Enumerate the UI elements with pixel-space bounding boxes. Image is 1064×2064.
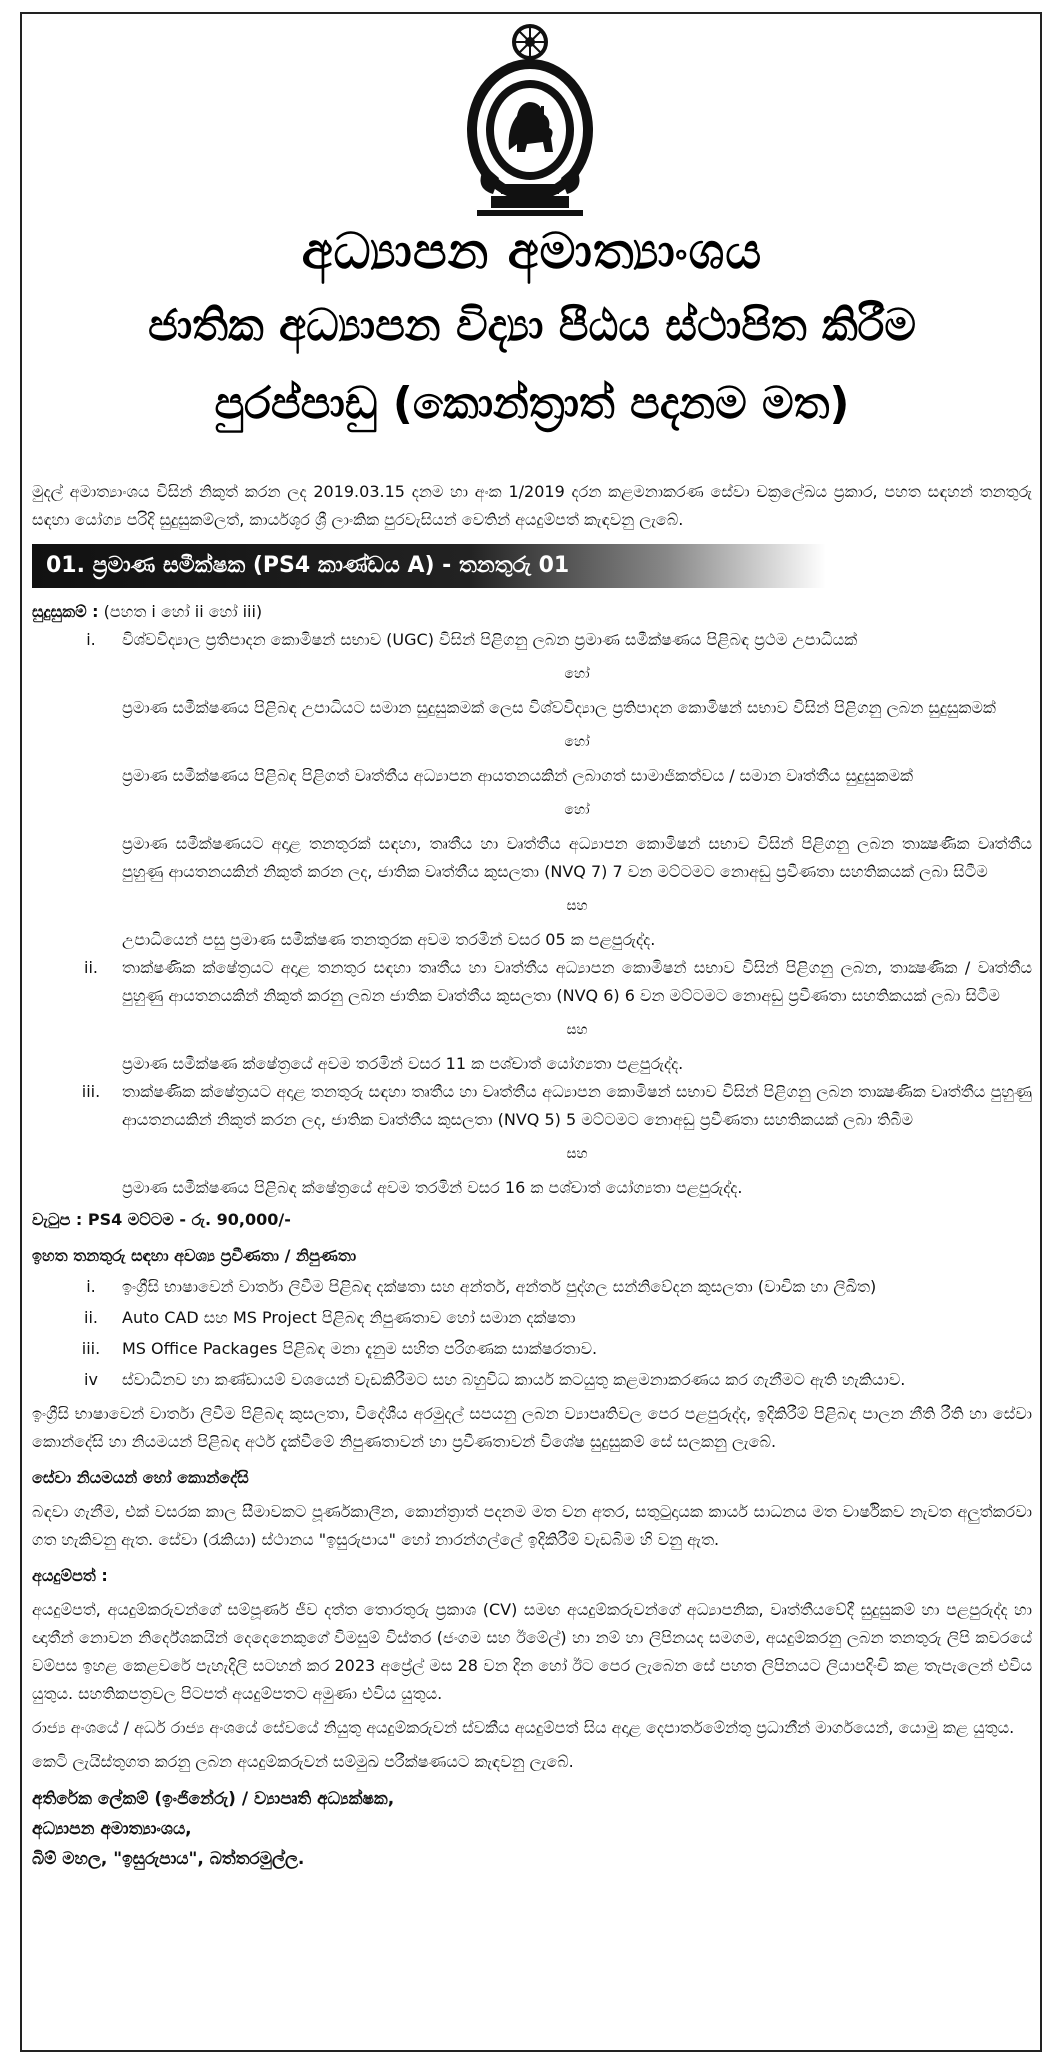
- qualification-text: ප්‍රමාණ සමීක්ෂණ ක්ෂේත්‍රයේ අවම තරමින් වසර 11 ක පශ්චාත් යෝග්‍යතා පළපුරුද්ද.: [122, 1054, 684, 1073]
- qualification-text: ප්‍රමාණ සමීක්ෂණය පිළිබඳ පිළිගත් වෘත්තීය අධ්‍යාපන ආයතනයකින් ලබාගත් සාමාජිකත්වය / සමාන වෘත්තීය සුදුසුකමක්: [122, 766, 913, 785]
- connector-word: සහ: [566, 1022, 588, 1038]
- qualification-text: තාක්ෂණික ක්ෂේත්‍රයට අදාළ තනතුර සඳහා තෘතීය හා වෘත්තීය අධ්‍යාපන කොමිෂන් සභාව විසින් පිළිගනු ලබන, තාක්‍ෂණික / වෘත්තීය පුහුණු ආයතනයකින් නිකුත් කරනු ලබන ජාතික වෘත්තීය කුසලතා (NVQ 6) 6 වන මට්ටමට නොඅඩු ප්‍රවීණතා සහතිකයක් ලබා සිටීම: [122, 958, 1032, 1005]
- qualifications-note: (පහත i හෝ ii හෝ iii): [103, 602, 263, 621]
- vacancy-title: පුරප්පාඩු (කොන්ත්‍රාත් පදනම මත): [214, 378, 850, 429]
- qualification-text: ප්‍රමාණ සමීක්ෂණයට අදාළ තනතුරක් සඳහා, තෘතීය හා වෘත්තීය අධ්‍යාපන කොමිෂන් සභාව විසින් පිළිගනු ලබන තාක්‍ෂණික වෘත්තීය පුහුණු ආයතනයකින් නිකුත් කරන ලද, ජාතික වෘත්තීය කුසලතා (NVQ 7) 7 වන මට්ටමට නොඅඩු ප්‍රවීණතා සහතිකයක් ලබා සිටීම: [122, 834, 1032, 881]
- special-qualifications-note: ඉංග්‍රීසි භාෂාවෙන් වාර්තා ලිවීම පිළිබඳ කුසලතා, විදේශීය අරමුදල් සපයනු ලබන ව්‍යාපෘතිවල පෙර පළපුරුද්ද, ඉදිකිරීම් පිළිබඳ පාලන නීති රීති හා සේවා කොන්දේසි හා නියමයන් පිළිබඳ අර්ථ දැක්වීමේ නිපුණතාවන් හා ප්‍රවීණතාවන් විශේෂ සුදුසුකම් සේ සලකනු ලැබේ.: [32, 1404, 1032, 1451]
- qualification-item: [32, 954, 1032, 1078]
- qualification-text: ප්‍රමාණ සමීක්ෂණය පිළිබඳ ක්ෂේත්‍රයේ අවම තරමින් වසර 16 ක පශ්චාත් යෝග්‍යතා පළපුරුද්ද.: [122, 1178, 743, 1197]
- skills-heading: ඉහත තනතුරු සඳහා අවශ්‍ය ප්‍රවීණතා / නිපුණතා: [32, 1246, 357, 1265]
- signatory-address: බිම් මහල, "ඉසුරුපාය", බත්තරමුල්ල.: [32, 1849, 305, 1869]
- skill-text: MS Office Packages පිළිබඳ මනා දැනුම සහිත පරිගණක සාක්ෂරතාව.: [122, 1339, 598, 1358]
- connector-word: සහ: [566, 1146, 588, 1162]
- skill-text: ස්වාධීනව හා කණ්ඩායම් වශයෙන් වැඩකිරීමට සහ බහුවිධ කාර්ය කටයුතු කළමනාකරණය කර ගැනීමට ඇති හැකියාව.: [122, 1370, 906, 1389]
- application-paragraph: අයදුම්පත්, අයදුම්කරුවන්ගේ සම්පූර්ණ ජීව දත්ත තොරතුරු ප්‍රකාශ (CV) සමඟ අයදුම්කරුවන්ගේ අධ්‍යාපනික, වෘත්තීයවේදී සුදුසුකම් හා පළපුරුද්ද හා ඥාතීන් නොවන නිර්දේශකයින් දෙදෙනෙකුගේ විමසුම් විස්තර (ජංගම සහ ඊමේල්) හා නම් හා ලිපිනයද සමගම, අයදුම්කරනු ලබන තනතුරු ලිපි කවරයේ වම්පස ඉහළ කෙළවරේ පැහැදිලි සටහන් කර 2023 අප්‍රේල් මස 28 වන දින හෝ ඊට පෙර ලැබෙන සේ පහත ලිපිනයට ලියාපදිංචි කළ තැපැලෙන් එවිය යුතුය. සහතිකපත්‍රවල පිටපත් අයදුම්පතට අමුණා එවිය යුතුය.: [32, 1600, 1032, 1703]
- skill-text: ඉංග්‍රීසි භාෂාවෙන් වාර්තා ලිවීම පිළිබඳ දක්ෂතා සහ අන්තර්, අන්තර් පුද්ගල සන්නිවේදන කුසලතා (වාචික හා ලිඛිත): [122, 1277, 877, 1296]
- qualification-text: විශ්වවිද්‍යාල ප්‍රතිපාදන කොමිෂන් සභාව (UGC) විසින් පිළිගනු ලබන ප්‍රමාණ සමීක්ෂණය පිළිබඳ ප්‍රථම උපාධියක්: [122, 630, 858, 649]
- shortlist-note: කෙටි ලැයිස්තුගත කරනු ලබන අයදුම්කරුවන් සම්මුඛ පරීක්ෂණයට කැඳවනු ලැබේ.: [32, 1752, 574, 1771]
- connector-word: හෝ: [564, 802, 590, 818]
- skill-item: [32, 1304, 1032, 1332]
- skill-item: [32, 1366, 1032, 1394]
- skill-text: Auto CAD සහ MS Project පිළිබඳ නිපුණතාව හෝ සමාන දක්ෂතා: [122, 1308, 576, 1327]
- skill-item: [32, 1335, 1032, 1363]
- qualification-item: [32, 1078, 1032, 1202]
- connector-word: හෝ: [564, 734, 590, 750]
- skill-numeral: ii.: [84, 1308, 98, 1327]
- terms-heading: සේවා නියමයන් හෝ කොන්දේසි: [32, 1468, 249, 1487]
- signature-block: [32, 1784, 1032, 1874]
- advertisement-body: [32, 478, 1032, 1874]
- project-title: ජාතික අධ්‍යාපන විද්‍යා පීඨය ස්ථාපිත කිරීම: [148, 300, 916, 351]
- application-heading: අයදුම්පත් :: [32, 1566, 108, 1585]
- skill-numeral: iii.: [81, 1339, 101, 1358]
- connector-word: හෝ: [564, 666, 590, 682]
- qualification-numeral: i.: [86, 630, 96, 649]
- qualification-item: [32, 626, 1032, 954]
- signatory-ministry: අධ්‍යාපන අමාත්‍යාංශය,: [32, 1819, 192, 1839]
- salary-line: වැටුප : PS4 මට්ටම - රු. 90,000/-: [32, 1210, 291, 1229]
- position-heading-bar: 01. ප්‍රමාණ සමීක්ෂක (PS4 කාණ්ඩය A) - තනතුරු 01: [32, 544, 826, 588]
- ministry-title: අධ්‍යාපන අමාත්‍යාංශය: [301, 222, 763, 280]
- terms-paragraph: බඳවා ගැනීම, එක් වසරක කාල සීමාවකට පූර්ණකාලීන, කොන්ත්‍රාත් පදනම මත වන අතර, සතුටුදායක කාර්ය සාධනය මත වාර්ෂිකව නැවත අලුත්කරවා ගත හැකිවනු ඇත. සේවා (රැකියා) ස්ථානය "ඉසුරුපාය" හෝ නාරන්ගල්ලේ ඉදිකිරීම් වැඩබිම හි වනු ඇත.: [32, 1502, 1032, 1549]
- qualification-text: ප්‍රමාණ සමීක්ෂණය පිළිබඳ උපාධියට සමාන සුදුසුකමක් ලෙස විශ්වවිද්‍යාල ප්‍රතිපාදන කොමිෂන් සභාව විසින් පිළිගනු ලබන සුදුසුකමක්: [122, 698, 996, 717]
- qualification-numeral: iii.: [81, 1082, 101, 1101]
- qualification-numeral: ii.: [84, 958, 98, 977]
- skill-numeral: iv: [84, 1370, 98, 1389]
- connector-word: සහ: [566, 898, 588, 914]
- qualification-text: තාක්ෂණික ක්ෂේත්‍රයට අදාළ තනතුරු සඳහා තෘතීය හා වෘත්තීය අධ්‍යාපන කොමිෂන් සභාව විසින් පිළිගනු ලබන තාක්‍ෂණික වෘත්තීය පුහුණු ආයතනයකින් නිකුත් කරන ලද, ජාතික වෘත්තීය කුසලතා (NVQ 5) 5 මට්ටමට නොඅඩු ප්‍රවීණතා සහතිකයක් ලබා තිබීම: [122, 1082, 1032, 1129]
- skill-numeral: i.: [86, 1277, 96, 1296]
- state-emblem-icon: [463, 18, 597, 218]
- public-sector-note: රාජ්‍ය අංශයේ / අර්ධ රාජ්‍ය අංශයේ සේවයේ නියුතු අයදුම්කරුවන් ස්වකීය අයදුම්පත් සිය අදාළ දෙපාර්තමේන්තු ප්‍රධානීන් මාර්ගයෙන්, යොමු කළ යුතුය.: [32, 1718, 1015, 1737]
- intro-paragraph: මුදල් අමාත්‍යාංශය විසින් නිකුත් කරන ලද 2019.03.15 දනම හා අංක 1/2019 දරන කළමනාකරණ සේවා චක්‍රලේඛය ප්‍රකාර, පහත සඳහන් තනතුරු සඳහා යෝග්‍ය පරිදි සුදුසුකම්ලත්, කාර්යශූර ශ්‍රී ලාංකික පුරවැසියන් වෙතින් අයදුම්පත් කැඳවනු ලැබේ.: [32, 482, 1032, 529]
- signatory-title: අතිරේක ලේකම් (ඉංජිනේරු) / ව්‍යාපෘති අධ්‍යක්ෂක,: [32, 1789, 395, 1809]
- skill-item: [32, 1273, 1032, 1301]
- qualifications-label: [32, 598, 1032, 626]
- qualifications-title: සුදුසුකම් :: [32, 602, 99, 621]
- qualification-text: උපාධියෙන් පසු ප්‍රමාණ සමීක්ෂණ තනතුරක අවම තරමින් වසර 05 ක පළපුරුද්ද.: [122, 930, 656, 949]
